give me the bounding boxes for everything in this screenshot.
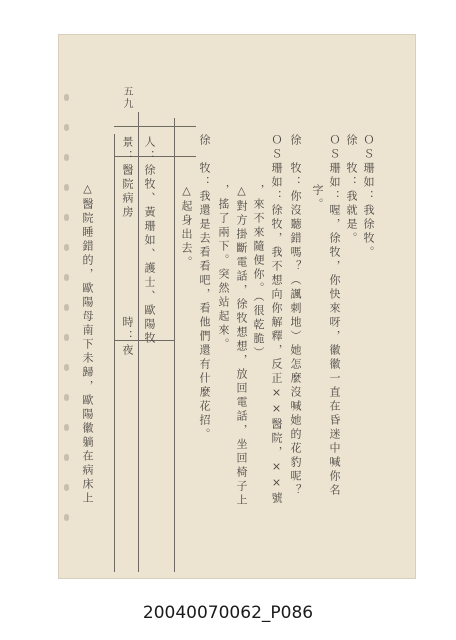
script-line: ＯＳ珊如：喔，徐牧，你快來呀，徽徽一直在昏迷中喊你名	[328, 134, 341, 498]
cast-heading: 人：徐牧、黃珊如、護士、歐陽牧	[143, 136, 156, 346]
script-line: △起身出去。	[180, 184, 193, 270]
header-top-rule	[114, 126, 196, 127]
page-number: 五九	[121, 86, 132, 110]
image-caption: 20040070062_P086	[142, 603, 314, 623]
script-line: 徐 牧：你沒聽錯嗎？（諷刺地）她怎麼沒喊她的花豹呢？	[289, 134, 302, 498]
time-heading: 時：夜	[121, 316, 134, 358]
script-line: 徐 牧：我還是去看看吧，看他們還有什麼花招。	[198, 134, 211, 442]
script-line: ＯＳ珊如：我徐牧。	[362, 134, 375, 260]
script-line: 徐 牧：我就是。	[345, 134, 358, 246]
script-page	[58, 34, 416, 579]
script-line: 字。	[311, 184, 324, 212]
header-right-rule	[138, 112, 139, 572]
script-line: △對方掛斷電話，徐牧想想，放回電話，坐回椅子上	[235, 184, 248, 508]
script-line: ，搖了兩下。突然站起來。	[217, 184, 230, 352]
header-left-rule	[114, 134, 115, 572]
script-line: ，來不來隨便你。（很乾脆）	[252, 184, 265, 361]
header-far-right-rule	[174, 118, 175, 572]
scene-heading: 景：醫院病房	[121, 136, 134, 220]
stage-direction: △醫院睡錯的，歐陽母南下未歸，歐陽徽躺在病床上	[81, 182, 94, 506]
script-line: ＯＳ珊如：徐牧，我不想向你解釋，反正××醫院，××號	[270, 134, 283, 506]
